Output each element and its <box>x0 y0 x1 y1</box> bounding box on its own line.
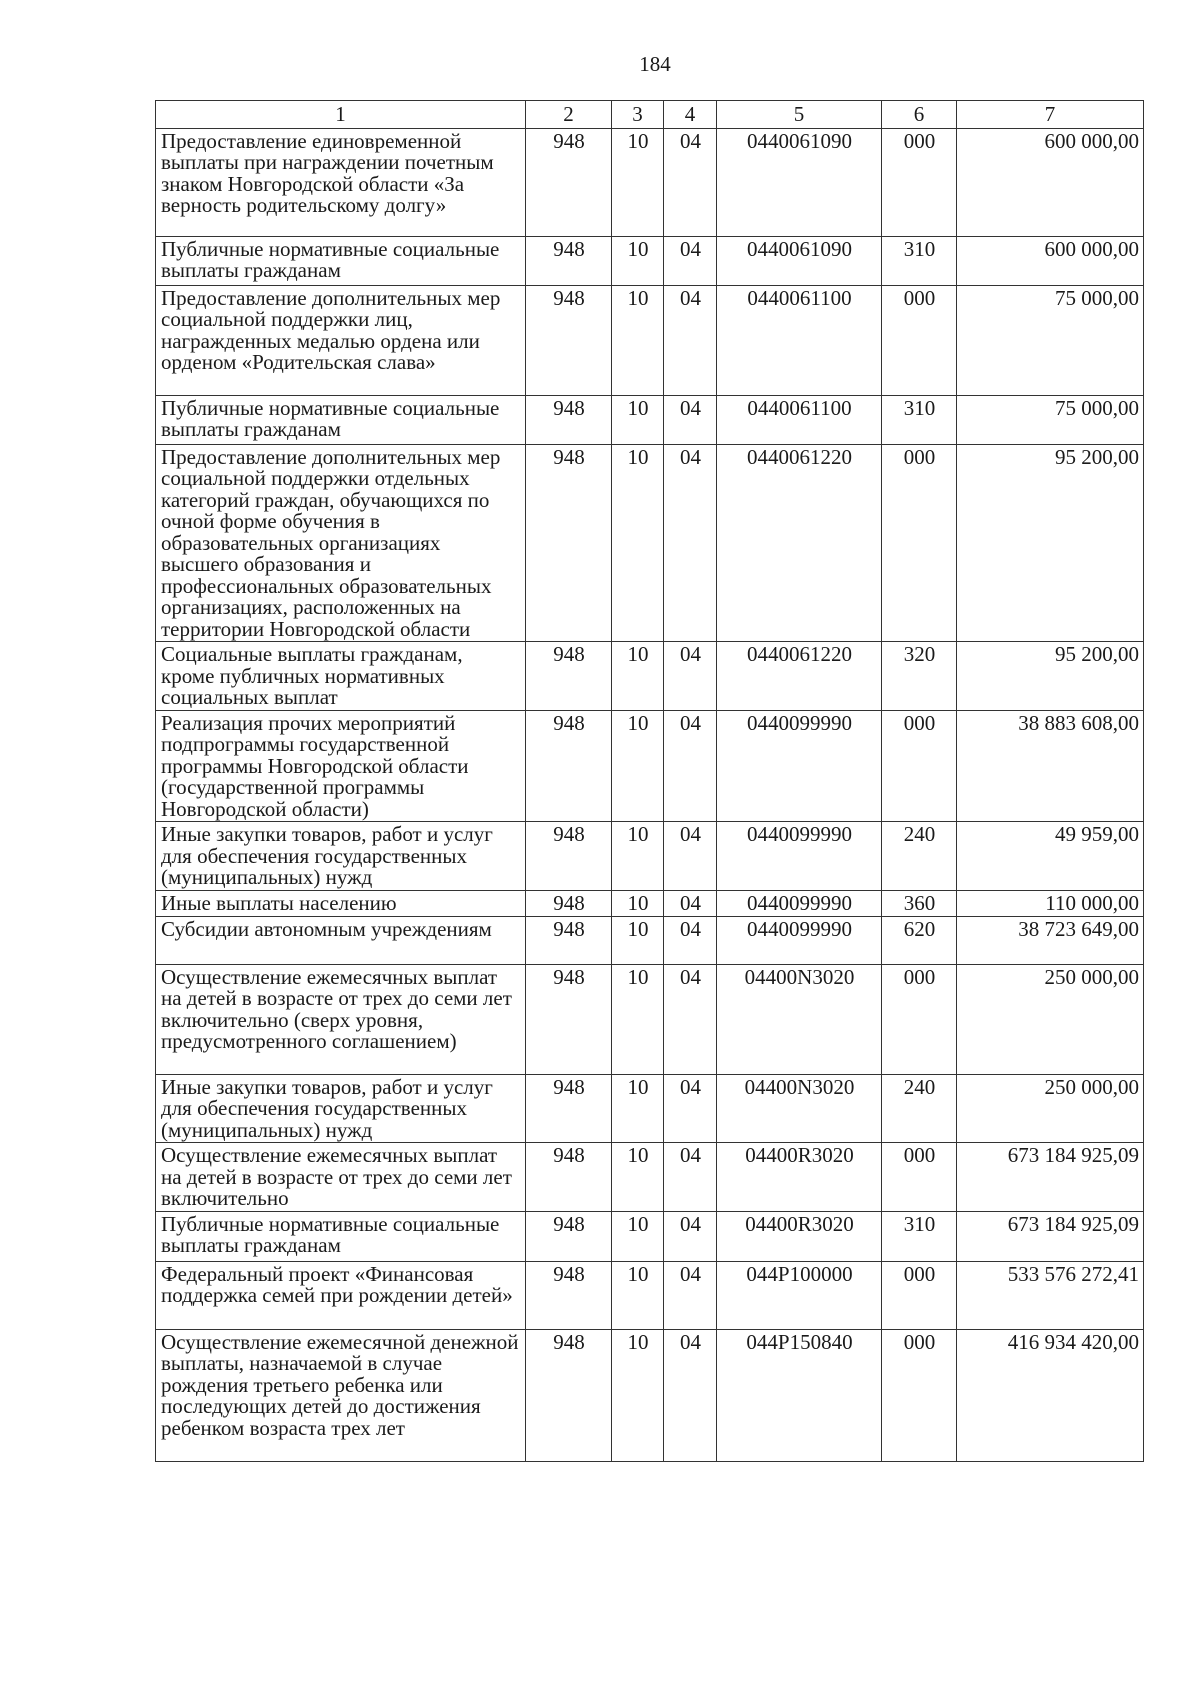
row-name: Иные закупки товаров, работ и услуг для обеспечения государственных (муниципальных) нужд <box>156 1074 526 1143</box>
section-code: 10 <box>612 1074 664 1143</box>
row-name: Социальные выплаты гражданам, кроме публичных нормативных социальных выплат <box>156 642 526 711</box>
row-name: Предоставление единовременной выплаты при награждении почетным знаком Новгородской области «За верность родительскому долгу» <box>156 128 526 236</box>
subsection-code: 04 <box>664 395 717 444</box>
expense-type-code: 240 <box>882 822 957 891</box>
table-row <box>156 1261 1144 1329</box>
target-article-code: 0440061220 <box>717 642 882 711</box>
row-name: Федеральный проект «Финансовая поддержка семей при рождении детей» <box>156 1261 526 1329</box>
amount: 673 184 925,09 <box>957 1143 1144 1212</box>
table-row <box>156 710 1144 822</box>
table-row <box>156 236 1144 285</box>
section-code: 10 <box>612 236 664 285</box>
target-article-code: 0440099990 <box>717 710 882 822</box>
ministry-code: 948 <box>526 128 612 236</box>
row-name: Осуществление ежемесячных выплат на детей в возрасте от трех до семи лет включительно (сверх уровня, предусмотренного соглашением) <box>156 964 526 1074</box>
ministry-code: 948 <box>526 1211 612 1261</box>
target-article-code: 04400R3020 <box>717 1211 882 1261</box>
table-row <box>156 822 1144 891</box>
subsection-code: 04 <box>664 285 717 395</box>
table-row <box>156 128 1144 236</box>
target-article-code: 0440099990 <box>717 916 882 964</box>
row-name: Иные закупки товаров, работ и услуг для обеспечения государственных (муниципальных) нужд <box>156 822 526 891</box>
target-article-code: 0440099990 <box>717 890 882 916</box>
expense-type-code: 000 <box>882 128 957 236</box>
header-row <box>156 101 1144 129</box>
subsection-code: 04 <box>664 710 717 822</box>
ministry-code: 948 <box>526 890 612 916</box>
amount: 416 934 420,00 <box>957 1329 1144 1461</box>
expense-type-code: 310 <box>882 395 957 444</box>
subsection-code: 04 <box>664 1143 717 1212</box>
amount: 600 000,00 <box>957 128 1144 236</box>
section-code: 10 <box>612 1329 664 1461</box>
column-header: 5 <box>717 101 882 129</box>
table-row <box>156 285 1144 395</box>
ministry-code: 948 <box>526 642 612 711</box>
row-name: Осуществление ежемесячной денежной выплаты, назначаемой в случае рождения третьего ребенка или последующих детей до достижения ребенком возраста трех лет <box>156 1329 526 1461</box>
amount: 533 576 272,41 <box>957 1261 1144 1329</box>
page-number: 184 <box>639 52 671 76</box>
subsection-code: 04 <box>664 444 717 642</box>
section-code: 10 <box>612 964 664 1074</box>
section-code: 10 <box>612 444 664 642</box>
target-article-code: 044P150840 <box>717 1329 882 1461</box>
subsection-code: 04 <box>664 964 717 1074</box>
ministry-code: 948 <box>526 916 612 964</box>
subsection-code: 04 <box>664 1329 717 1461</box>
section-code: 10 <box>612 1143 664 1212</box>
section-code: 10 <box>612 890 664 916</box>
column-header: 7 <box>957 101 1144 129</box>
amount: 250 000,00 <box>957 964 1144 1074</box>
ministry-code: 948 <box>526 395 612 444</box>
expense-type-code: 000 <box>882 444 957 642</box>
section-code: 10 <box>612 710 664 822</box>
ministry-code: 948 <box>526 1329 612 1461</box>
row-name: Реализация прочих мероприятий подпрограммы государственной программы Новгородской области (государственной программы Новгородской области) <box>156 710 526 822</box>
column-header: 3 <box>612 101 664 129</box>
table-row <box>156 642 1144 711</box>
subsection-code: 04 <box>664 916 717 964</box>
target-article-code: 044P100000 <box>717 1261 882 1329</box>
table-row <box>156 1329 1144 1461</box>
amount: 75 000,00 <box>957 395 1144 444</box>
row-name: Предоставление дополнительных мер социальной поддержки отдельных категорий граждан, обучающихся по очной форме обучения в образовательных организациях высшего образования и профессиональных образовательных организациях, расположенных на территории Новгородской области <box>156 444 526 642</box>
row-name: Публичные нормативные социальные выплаты гражданам <box>156 1211 526 1261</box>
amount: 110 000,00 <box>957 890 1144 916</box>
expense-type-code: 000 <box>882 710 957 822</box>
table-row <box>156 395 1144 444</box>
amount: 95 200,00 <box>957 444 1144 642</box>
subsection-code: 04 <box>664 236 717 285</box>
subsection-code: 04 <box>664 128 717 236</box>
target-article-code: 0440099990 <box>717 822 882 891</box>
amount: 673 184 925,09 <box>957 1211 1144 1261</box>
row-name: Иные выплаты населению <box>156 890 526 916</box>
ministry-code: 948 <box>526 710 612 822</box>
column-header: 2 <box>526 101 612 129</box>
table-row <box>156 1143 1144 1212</box>
subsection-code: 04 <box>664 822 717 891</box>
subsection-code: 04 <box>664 642 717 711</box>
expense-type-code: 320 <box>882 642 957 711</box>
amount: 250 000,00 <box>957 1074 1144 1143</box>
target-article-code: 04400N3020 <box>717 1074 882 1143</box>
ministry-code: 948 <box>526 964 612 1074</box>
table-row <box>156 444 1144 642</box>
amount: 49 959,00 <box>957 822 1144 891</box>
amount: 95 200,00 <box>957 642 1144 711</box>
table-row <box>156 1074 1144 1143</box>
section-code: 10 <box>612 395 664 444</box>
expense-type-code: 000 <box>882 1261 957 1329</box>
amount: 38 883 608,00 <box>957 710 1144 822</box>
section-code: 10 <box>612 1261 664 1329</box>
subsection-code: 04 <box>664 1261 717 1329</box>
subsection-code: 04 <box>664 1074 717 1143</box>
target-article-code: 0440061090 <box>717 128 882 236</box>
expense-type-code: 000 <box>882 964 957 1074</box>
section-code: 10 <box>612 128 664 236</box>
target-article-code: 0440061100 <box>717 395 882 444</box>
target-article-code: 04400N3020 <box>717 964 882 1074</box>
target-article-code: 0440061100 <box>717 285 882 395</box>
expense-type-code: 360 <box>882 890 957 916</box>
subsection-code: 04 <box>664 890 717 916</box>
row-name: Публичные нормативные социальные выплаты гражданам <box>156 236 526 285</box>
expense-type-code: 240 <box>882 1074 957 1143</box>
ministry-code: 948 <box>526 285 612 395</box>
subsection-code: 04 <box>664 1211 717 1261</box>
ministry-code: 948 <box>526 1143 612 1212</box>
column-header: 1 <box>156 101 526 129</box>
row-name: Публичные нормативные социальные выплаты гражданам <box>156 395 526 444</box>
table-row <box>156 916 1144 964</box>
expense-type-code: 000 <box>882 285 957 395</box>
table-row <box>156 890 1144 916</box>
row-name: Предоставление дополнительных мер социальной поддержки лиц, награжденных медалью ордена или орденом «Родительская слава» <box>156 285 526 395</box>
row-name: Субсидии автономным учреждениям <box>156 916 526 964</box>
amount: 75 000,00 <box>957 285 1144 395</box>
section-code: 10 <box>612 642 664 711</box>
table-row <box>156 964 1144 1074</box>
amount: 38 723 649,00 <box>957 916 1144 964</box>
ministry-code: 948 <box>526 822 612 891</box>
section-code: 10 <box>612 822 664 891</box>
target-article-code: 0440061090 <box>717 236 882 285</box>
expense-type-code: 310 <box>882 1211 957 1261</box>
section-code: 10 <box>612 1211 664 1261</box>
expense-type-code: 000 <box>882 1329 957 1461</box>
column-header: 4 <box>664 101 717 129</box>
expense-type-code: 000 <box>882 1143 957 1212</box>
row-name: Осуществление ежемесячных выплат на детей в возрасте от трех до семи лет включительно <box>156 1143 526 1212</box>
amount: 600 000,00 <box>957 236 1144 285</box>
ministry-code: 948 <box>526 236 612 285</box>
expense-type-code: 620 <box>882 916 957 964</box>
budget-table <box>155 100 1144 1462</box>
ministry-code: 948 <box>526 1261 612 1329</box>
table-row <box>156 1211 1144 1261</box>
column-header: 6 <box>882 101 957 129</box>
section-code: 10 <box>612 916 664 964</box>
ministry-code: 948 <box>526 444 612 642</box>
section-code: 10 <box>612 285 664 395</box>
target-article-code: 0440061220 <box>717 444 882 642</box>
target-article-code: 04400R3020 <box>717 1143 882 1212</box>
expense-type-code: 310 <box>882 236 957 285</box>
ministry-code: 948 <box>526 1074 612 1143</box>
